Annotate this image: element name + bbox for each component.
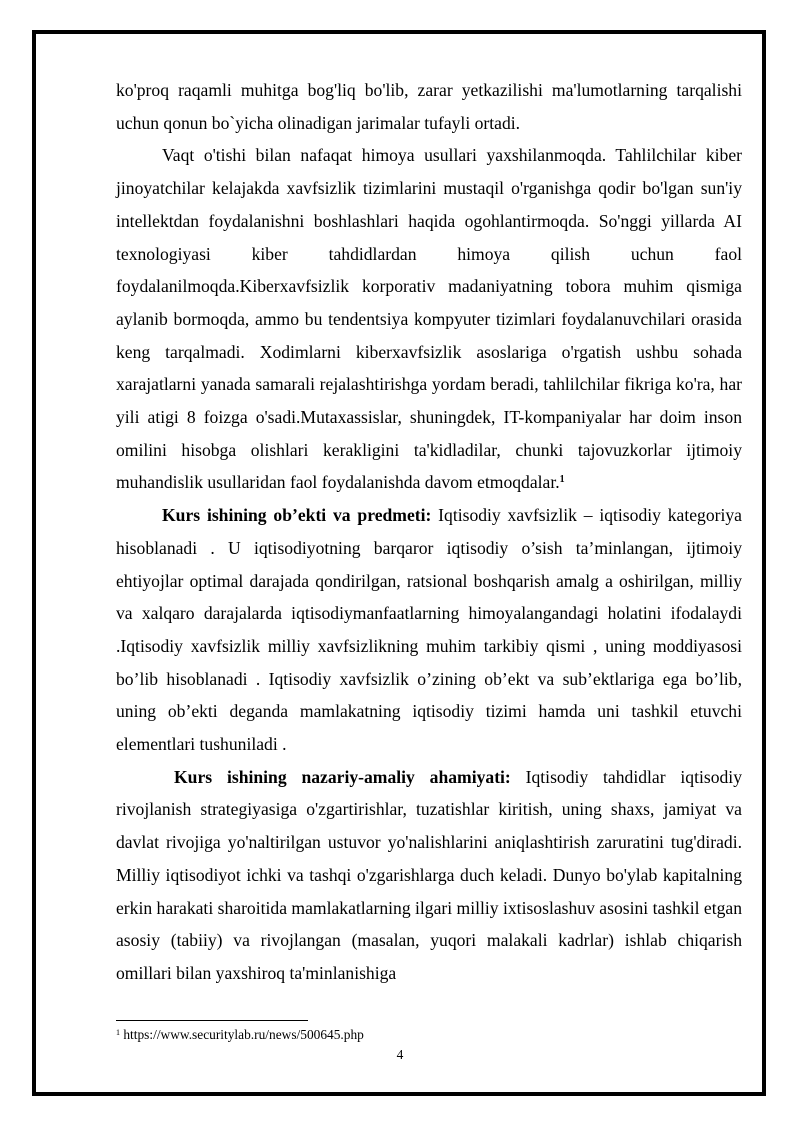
paragraph-4 bbox=[116, 761, 742, 990]
paragraph-3-text: Iqtisodiy xavfsizlik – iqtisodiy kategoriya hisoblanadi . U iqtisodiyotning barqaror iqtisodiy o’sish ta’minlangan, ijtimoiy ehtiyojlar optimal darajada qondirilgan, ratsional boshqarish amalg a oshirilgan, milliy va xalqaro darajalarda iqtisodiymanfaatlarning himoyalangandagi holatini ifodalaydi .Iqtisodiy xavfsizlik milliy xavfsizlikning muhim tarkibiy qismi , uning moddiyasosi bo’lib hisoblanadi . Iqtisodiy xavfsizlik o’zining ob’ekt va sub’ektlariga ega bo’lib, uning ob’ekti deganda mamlakatning iqtisodiy tizimi hamda uni tashkil etuvchi elementlari tushuniladi . bbox=[116, 505, 742, 755]
paragraph-4-text: Iqtisodiy tahdidlar iqtisodiy rivojlanish strategiyasiga o'zgartirishlar, tuzatishlar kiritish, uning shaxs, jamiyat va davlat rivojiga yo'naltirilgan ustuvor yo'nalishlarini aniqlashtirish zaruratini tug'diradi. Milliy iqtisodiyot ichki va tashqi o'zgarishlarga duch keladi. Dunyo bo'ylab kapitalning erkin harakati sharoitida mamlakatlarning ilgari milliy ixtisoslashuv asosini tashkil etgan asosiy (tabiiy) va rivojlangan (masalan, yuqori malakali kadrlar) ishlab chiqarish omillari bilan yaxshiroq ta'minlanishiga bbox=[116, 766, 742, 983]
page-number: 4 bbox=[396, 1047, 404, 1062]
paragraph-2 bbox=[116, 139, 742, 499]
paragraph-2-text: Vaqt o'tishi bilan nafaqat himoya usullari yaxshilanmoqda. Tahlilchilar kiber jinoyatchilar kelajakda xavfsizlik tizimlarini mustaqil o'rganishga qodir bo'lgan sun'iy intellektdan foydalanishni boshlashlari haqida ogohlantirmoqda. So'nggi yillarda AI texnologiyasi kiber tahdidlardan himoya qilish uchun faol foydalanilmoqda.Kiberxavfsizlik korporativ madaniyatning tobora muhim qismiga aylanib bormoqda, ammo bu tendentsiya kompyuter tizimlari foydalanuvchilari orasida keng tarqalmadi. Xodimlarni kiberxavfsizlik asoslariga o'rgatish ushbu sohada xarajatlarni yanada samarali rejalashtirishga yordam beradi, tahlilchilar fikriga ko'ra, har yili atigi 8 foizga o'sadi.Mutaxassislar, shuningdek, IT-kompaniyalar har doim inson omilini hisobga olishlari kerakligini ta'kidladilar, chunki tajovuzkorlar ijtimoiy muhandislik usullaridan faol foydalanishda davom etmoqdalar. bbox=[116, 145, 742, 493]
paragraph-3 bbox=[116, 499, 742, 761]
paragraph-1: ko'proq raqamli muhitga bog'liq bo'lib, zarar yetkazilishi ma'lumotlarning tarqalishi uchun qonun bo`yicha olinadigan jarimalar tufayli ortadi. bbox=[116, 80, 742, 133]
section-heading-significance: Kurs ishining nazariy-amaliy ahamiyati: bbox=[174, 766, 511, 787]
footnote-link[interactable]: https://www.securitylab.ru/news/500645.php bbox=[120, 1027, 364, 1042]
footnote-separator bbox=[116, 1020, 308, 1021]
footnote-reference: 1 bbox=[559, 474, 565, 486]
document-body bbox=[116, 74, 742, 990]
footnote-marker: 1 bbox=[116, 1028, 120, 1037]
footnote bbox=[116, 1026, 364, 1044]
section-heading-object: Kurs ishining ob’ekti va predmeti: bbox=[162, 505, 432, 526]
